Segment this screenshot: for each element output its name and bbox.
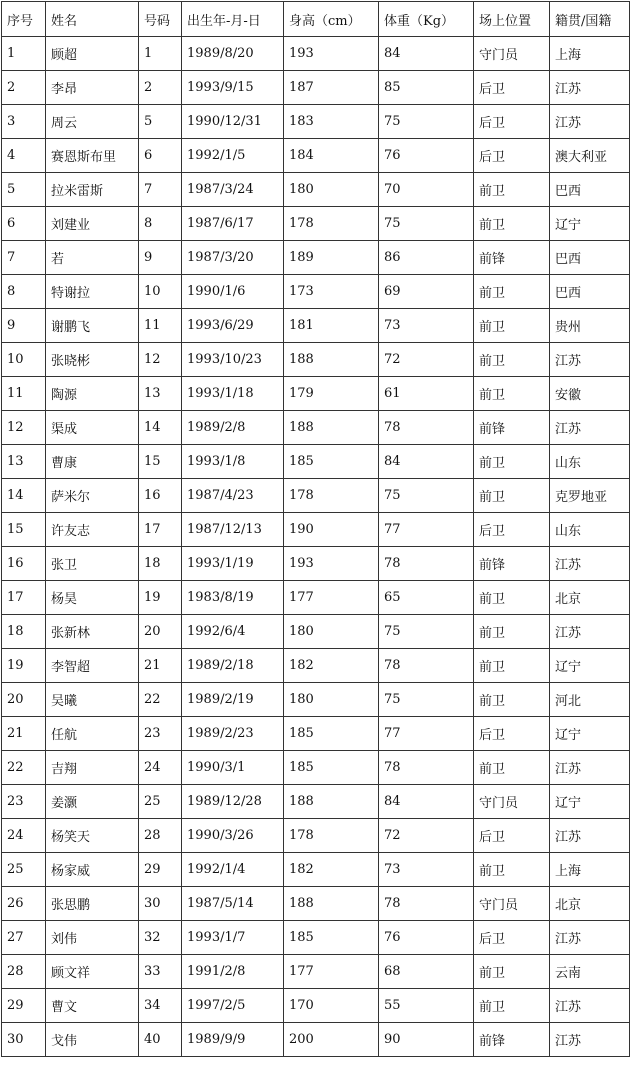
- weight-cell: 75: [379, 105, 474, 139]
- weight-cell: 84: [379, 37, 474, 71]
- height-cell: 178: [284, 207, 379, 241]
- origin-cell: 江苏: [550, 615, 630, 649]
- weight-cell: 69: [379, 275, 474, 309]
- index-cell: 12: [2, 411, 46, 445]
- height-cell: 188: [284, 785, 379, 819]
- origin-cell: 上海: [550, 853, 630, 887]
- number-cell: 5: [139, 105, 182, 139]
- position-cell: 前卫: [474, 479, 550, 513]
- index-cell: 10: [2, 343, 46, 377]
- index-cell: 7: [2, 241, 46, 275]
- origin-cell: 辽宁: [550, 785, 630, 819]
- index-cell: 30: [2, 1023, 46, 1057]
- position-cell: 前卫: [474, 853, 550, 887]
- table-row: [2, 581, 630, 615]
- index-cell: 14: [2, 479, 46, 513]
- index-cell: 13: [2, 445, 46, 479]
- weight-cell: 78: [379, 411, 474, 445]
- weight-cell: 90: [379, 1023, 474, 1057]
- name-cell: 张晓彬: [46, 343, 139, 377]
- height-cell: 177: [284, 581, 379, 615]
- index-cell: 18: [2, 615, 46, 649]
- height-cell: 184: [284, 139, 379, 173]
- weight-cell: 72: [379, 343, 474, 377]
- table-row: [2, 513, 630, 547]
- height-cell: 177: [284, 955, 379, 989]
- name-cell: 许友志: [46, 513, 139, 547]
- birthdate-cell: 1993/1/7: [182, 921, 284, 955]
- number-cell: 24: [139, 751, 182, 785]
- height-cell: 185: [284, 921, 379, 955]
- position-cell: 守门员: [474, 37, 550, 71]
- origin-cell: 江苏: [550, 411, 630, 445]
- height-cell: 182: [284, 649, 379, 683]
- table-row: [2, 377, 630, 411]
- height-cell: 188: [284, 343, 379, 377]
- table-row: [2, 547, 630, 581]
- table-row: [2, 71, 630, 105]
- table-row: [2, 921, 630, 955]
- index-cell: 25: [2, 853, 46, 887]
- origin-cell: 江苏: [550, 71, 630, 105]
- weight-cell: 76: [379, 921, 474, 955]
- height-cell: 188: [284, 411, 379, 445]
- table-row: [2, 105, 630, 139]
- name-cell: 顾文祥: [46, 955, 139, 989]
- number-cell: 9: [139, 241, 182, 275]
- number-cell: 28: [139, 819, 182, 853]
- origin-cell: 克罗地亚: [550, 479, 630, 513]
- birthdate-cell: 1991/2/8: [182, 955, 284, 989]
- index-cell: 2: [2, 71, 46, 105]
- table-row: [2, 343, 630, 377]
- header-birthdate: 出生年-月-日: [182, 2, 284, 37]
- origin-cell: 北京: [550, 581, 630, 615]
- birthdate-cell: 1989/2/23: [182, 717, 284, 751]
- weight-cell: 85: [379, 71, 474, 105]
- weight-cell: 78: [379, 751, 474, 785]
- table-row: [2, 139, 630, 173]
- table-row: [2, 445, 630, 479]
- birthdate-cell: 1990/3/1: [182, 751, 284, 785]
- index-cell: 1: [2, 37, 46, 71]
- weight-cell: 77: [379, 717, 474, 751]
- birthdate-cell: 1987/3/24: [182, 173, 284, 207]
- position-cell: 前卫: [474, 955, 550, 989]
- birthdate-cell: 1989/2/18: [182, 649, 284, 683]
- position-cell: 前卫: [474, 343, 550, 377]
- height-cell: 187: [284, 71, 379, 105]
- number-cell: 8: [139, 207, 182, 241]
- origin-cell: 上海: [550, 37, 630, 71]
- position-cell: 前卫: [474, 377, 550, 411]
- name-cell: 若: [46, 241, 139, 275]
- number-cell: 11: [139, 309, 182, 343]
- weight-cell: 76: [379, 139, 474, 173]
- header-row: [2, 2, 630, 37]
- table-row: [2, 173, 630, 207]
- number-cell: 15: [139, 445, 182, 479]
- position-cell: 前卫: [474, 615, 550, 649]
- name-cell: 李智超: [46, 649, 139, 683]
- number-cell: 10: [139, 275, 182, 309]
- number-cell: 30: [139, 887, 182, 921]
- header-origin: 籍贯/国籍: [550, 2, 630, 37]
- table-row: [2, 819, 630, 853]
- index-cell: 20: [2, 683, 46, 717]
- index-cell: 26: [2, 887, 46, 921]
- number-cell: 14: [139, 411, 182, 445]
- number-cell: 32: [139, 921, 182, 955]
- name-cell: 刘伟: [46, 921, 139, 955]
- table-row: [2, 649, 630, 683]
- birthdate-cell: 1987/4/23: [182, 479, 284, 513]
- table-row: [2, 853, 630, 887]
- index-cell: 17: [2, 581, 46, 615]
- weight-cell: 61: [379, 377, 474, 411]
- position-cell: 前卫: [474, 275, 550, 309]
- height-cell: 179: [284, 377, 379, 411]
- name-cell: 曹康: [46, 445, 139, 479]
- table-row: [2, 241, 630, 275]
- index-cell: 24: [2, 819, 46, 853]
- origin-cell: 江苏: [550, 343, 630, 377]
- birthdate-cell: 1992/1/5: [182, 139, 284, 173]
- weight-cell: 72: [379, 819, 474, 853]
- table-row: [2, 309, 630, 343]
- table-row: [2, 887, 630, 921]
- weight-cell: 78: [379, 887, 474, 921]
- number-cell: 34: [139, 989, 182, 1023]
- weight-cell: 86: [379, 241, 474, 275]
- name-cell: 顾超: [46, 37, 139, 71]
- position-cell: 前锋: [474, 1023, 550, 1057]
- position-cell: 前卫: [474, 207, 550, 241]
- origin-cell: 江苏: [550, 547, 630, 581]
- number-cell: 21: [139, 649, 182, 683]
- origin-cell: 江苏: [550, 751, 630, 785]
- position-cell: 前卫: [474, 683, 550, 717]
- name-cell: 吉翔: [46, 751, 139, 785]
- position-cell: 守门员: [474, 887, 550, 921]
- birthdate-cell: 1987/5/14: [182, 887, 284, 921]
- height-cell: 190: [284, 513, 379, 547]
- height-cell: 178: [284, 479, 379, 513]
- origin-cell: 江苏: [550, 989, 630, 1023]
- weight-cell: 84: [379, 445, 474, 479]
- birthdate-cell: 1992/6/4: [182, 615, 284, 649]
- origin-cell: 贵州: [550, 309, 630, 343]
- height-cell: 200: [284, 1023, 379, 1057]
- position-cell: 后卫: [474, 921, 550, 955]
- table-body: [2, 37, 630, 1057]
- table-row: [2, 751, 630, 785]
- table-row: [2, 615, 630, 649]
- weight-cell: 75: [379, 615, 474, 649]
- weight-cell: 75: [379, 479, 474, 513]
- index-cell: 6: [2, 207, 46, 241]
- index-cell: 9: [2, 309, 46, 343]
- number-cell: 19: [139, 581, 182, 615]
- number-cell: 29: [139, 853, 182, 887]
- weight-cell: 73: [379, 309, 474, 343]
- number-cell: 33: [139, 955, 182, 989]
- name-cell: 张卫: [46, 547, 139, 581]
- origin-cell: 江苏: [550, 819, 630, 853]
- position-cell: 后卫: [474, 717, 550, 751]
- number-cell: 2: [139, 71, 182, 105]
- height-cell: 193: [284, 37, 379, 71]
- weight-cell: 55: [379, 989, 474, 1023]
- birthdate-cell: 1990/12/31: [182, 105, 284, 139]
- height-cell: 173: [284, 275, 379, 309]
- height-cell: 170: [284, 989, 379, 1023]
- name-cell: 曹文: [46, 989, 139, 1023]
- birthdate-cell: 1993/10/23: [182, 343, 284, 377]
- number-cell: 20: [139, 615, 182, 649]
- name-cell: 拉米雷斯: [46, 173, 139, 207]
- origin-cell: 山东: [550, 513, 630, 547]
- birthdate-cell: 1989/2/19: [182, 683, 284, 717]
- index-cell: 28: [2, 955, 46, 989]
- name-cell: 李昂: [46, 71, 139, 105]
- weight-cell: 77: [379, 513, 474, 547]
- name-cell: 吴曦: [46, 683, 139, 717]
- origin-cell: 澳大利亚: [550, 139, 630, 173]
- number-cell: 13: [139, 377, 182, 411]
- birthdate-cell: 1993/9/15: [182, 71, 284, 105]
- header-height: 身高（cm）: [284, 2, 379, 37]
- origin-cell: 辽宁: [550, 649, 630, 683]
- number-cell: 18: [139, 547, 182, 581]
- name-cell: 杨昊: [46, 581, 139, 615]
- table-row: [2, 785, 630, 819]
- birthdate-cell: 1993/1/8: [182, 445, 284, 479]
- name-cell: 谢鹏飞: [46, 309, 139, 343]
- birthdate-cell: 1997/2/5: [182, 989, 284, 1023]
- number-cell: 7: [139, 173, 182, 207]
- index-cell: 27: [2, 921, 46, 955]
- origin-cell: 江苏: [550, 921, 630, 955]
- origin-cell: 北京: [550, 887, 630, 921]
- number-cell: 25: [139, 785, 182, 819]
- weight-cell: 68: [379, 955, 474, 989]
- height-cell: 180: [284, 615, 379, 649]
- origin-cell: 辽宁: [550, 207, 630, 241]
- table-row: [2, 37, 630, 71]
- index-cell: 19: [2, 649, 46, 683]
- header-position: 场上位置: [474, 2, 550, 37]
- origin-cell: 巴西: [550, 275, 630, 309]
- height-cell: 188: [284, 887, 379, 921]
- number-cell: 22: [139, 683, 182, 717]
- weight-cell: 73: [379, 853, 474, 887]
- origin-cell: 辽宁: [550, 717, 630, 751]
- name-cell: 赛恩斯布里: [46, 139, 139, 173]
- name-cell: 张新林: [46, 615, 139, 649]
- position-cell: 前卫: [474, 309, 550, 343]
- name-cell: 杨家威: [46, 853, 139, 887]
- position-cell: 前卫: [474, 751, 550, 785]
- origin-cell: 云南: [550, 955, 630, 989]
- position-cell: 后卫: [474, 139, 550, 173]
- position-cell: 后卫: [474, 105, 550, 139]
- table-row: [2, 989, 630, 1023]
- weight-cell: 78: [379, 649, 474, 683]
- table-row: [2, 1023, 630, 1057]
- origin-cell: 山东: [550, 445, 630, 479]
- height-cell: 180: [284, 173, 379, 207]
- height-cell: 193: [284, 547, 379, 581]
- height-cell: 185: [284, 445, 379, 479]
- name-cell: 杨笑天: [46, 819, 139, 853]
- position-cell: 前卫: [474, 649, 550, 683]
- index-cell: 11: [2, 377, 46, 411]
- number-cell: 40: [139, 1023, 182, 1057]
- table-row: [2, 683, 630, 717]
- index-cell: 3: [2, 105, 46, 139]
- weight-cell: 78: [379, 547, 474, 581]
- index-cell: 4: [2, 139, 46, 173]
- birthdate-cell: 1989/12/28: [182, 785, 284, 819]
- name-cell: 特谢拉: [46, 275, 139, 309]
- position-cell: 后卫: [474, 819, 550, 853]
- birthdate-cell: 1989/9/9: [182, 1023, 284, 1057]
- height-cell: 189: [284, 241, 379, 275]
- position-cell: 前锋: [474, 241, 550, 275]
- name-cell: 姜灏: [46, 785, 139, 819]
- position-cell: 后卫: [474, 71, 550, 105]
- height-cell: 185: [284, 717, 379, 751]
- position-cell: 守门员: [474, 785, 550, 819]
- weight-cell: 65: [379, 581, 474, 615]
- table-row: [2, 207, 630, 241]
- name-cell: 陶源: [46, 377, 139, 411]
- position-cell: 后卫: [474, 513, 550, 547]
- name-cell: 萨米尔: [46, 479, 139, 513]
- birthdate-cell: 1987/6/17: [182, 207, 284, 241]
- weight-cell: 84: [379, 785, 474, 819]
- origin-cell: 江苏: [550, 105, 630, 139]
- origin-cell: 江苏: [550, 1023, 630, 1057]
- origin-cell: 巴西: [550, 241, 630, 275]
- number-cell: 17: [139, 513, 182, 547]
- birthdate-cell: 1993/6/29: [182, 309, 284, 343]
- birthdate-cell: 1990/3/26: [182, 819, 284, 853]
- index-cell: 23: [2, 785, 46, 819]
- table-row: [2, 717, 630, 751]
- height-cell: 178: [284, 819, 379, 853]
- table-row: [2, 411, 630, 445]
- weight-cell: 70: [379, 173, 474, 207]
- number-cell: 6: [139, 139, 182, 173]
- height-cell: 183: [284, 105, 379, 139]
- header-index: 序号: [2, 2, 46, 37]
- index-cell: 5: [2, 173, 46, 207]
- birthdate-cell: 1993/1/18: [182, 377, 284, 411]
- birthdate-cell: 1987/12/13: [182, 513, 284, 547]
- number-cell: 1: [139, 37, 182, 71]
- origin-cell: 巴西: [550, 173, 630, 207]
- position-cell: 前卫: [474, 445, 550, 479]
- weight-cell: 75: [379, 207, 474, 241]
- roster-table: [1, 1, 630, 1057]
- height-cell: 181: [284, 309, 379, 343]
- position-cell: 前卫: [474, 173, 550, 207]
- name-cell: 刘建业: [46, 207, 139, 241]
- index-cell: 8: [2, 275, 46, 309]
- table-row: [2, 479, 630, 513]
- origin-cell: 安徽: [550, 377, 630, 411]
- birthdate-cell: 1990/1/6: [182, 275, 284, 309]
- name-cell: 张思鹏: [46, 887, 139, 921]
- birthdate-cell: 1993/1/19: [182, 547, 284, 581]
- position-cell: 前卫: [474, 581, 550, 615]
- number-cell: 23: [139, 717, 182, 751]
- index-cell: 29: [2, 989, 46, 1023]
- header-weight: 体重（Kg）: [379, 2, 474, 37]
- name-cell: 戈伟: [46, 1023, 139, 1057]
- header-number: 号码: [139, 2, 182, 37]
- birthdate-cell: 1989/8/20: [182, 37, 284, 71]
- position-cell: 前卫: [474, 989, 550, 1023]
- number-cell: 12: [139, 343, 182, 377]
- position-cell: 前锋: [474, 411, 550, 445]
- height-cell: 180: [284, 683, 379, 717]
- position-cell: 前锋: [474, 547, 550, 581]
- table-header: [2, 2, 630, 37]
- name-cell: 渠成: [46, 411, 139, 445]
- table-row: [2, 955, 630, 989]
- height-cell: 182: [284, 853, 379, 887]
- index-cell: 22: [2, 751, 46, 785]
- height-cell: 185: [284, 751, 379, 785]
- header-name: 姓名: [46, 2, 139, 37]
- name-cell: 周云: [46, 105, 139, 139]
- index-cell: 21: [2, 717, 46, 751]
- table-row: [2, 275, 630, 309]
- index-cell: 15: [2, 513, 46, 547]
- birthdate-cell: 1992/1/4: [182, 853, 284, 887]
- weight-cell: 75: [379, 683, 474, 717]
- number-cell: 16: [139, 479, 182, 513]
- origin-cell: 河北: [550, 683, 630, 717]
- birthdate-cell: 1989/2/8: [182, 411, 284, 445]
- birthdate-cell: 1983/8/19: [182, 581, 284, 615]
- name-cell: 任航: [46, 717, 139, 751]
- index-cell: 16: [2, 547, 46, 581]
- birthdate-cell: 1987/3/20: [182, 241, 284, 275]
